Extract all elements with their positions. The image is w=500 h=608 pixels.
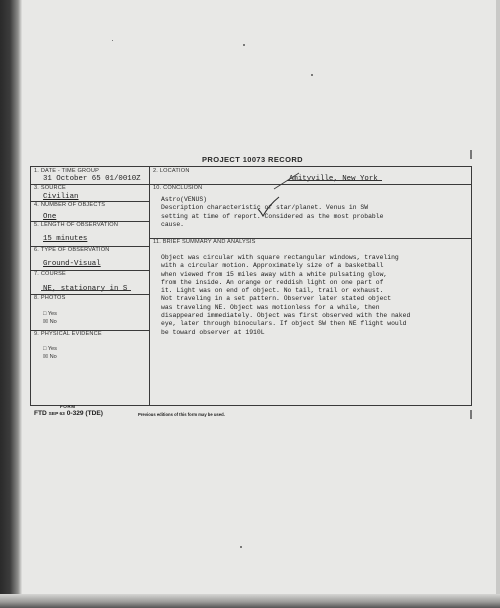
summary-line: was traveling NE. Object was motionless for a while, then: [161, 303, 380, 311]
form-footer: [34, 404, 334, 426]
summary-line: Not traveling in a set pattern. Observer later stated object: [161, 295, 392, 303]
objects-cell: [31, 201, 149, 222]
photos-yes-checkbox: □ Yes: [43, 311, 57, 317]
length-cell: [31, 221, 149, 247]
length-value: 15 minutes: [43, 235, 88, 243]
form-word: FORM: [60, 404, 76, 409]
date-time-value: 31 October 65 01/0010Z: [43, 175, 141, 183]
scan-shadow-bottom: [0, 594, 500, 608]
evidence-cell: [31, 330, 149, 405]
course-cell: [31, 270, 149, 295]
conclusion-label: 10. CONCLUSION: [153, 185, 203, 191]
conclusion-line: setting at time of report. Considered as the most probable: [161, 212, 384, 220]
scan-shadow-left: [0, 0, 22, 608]
type-cell: [31, 246, 149, 271]
dust-speck: [243, 44, 245, 46]
source-label: 3. SOURCE: [34, 185, 66, 191]
dust-speck: [240, 546, 242, 548]
course-label: 7. COURSE: [34, 271, 66, 277]
conclusion-line: Description characteristic of star/planet. Venus in SW: [161, 204, 369, 212]
form-id: FTD: [34, 410, 47, 417]
length-label: 5. LENGTH OF OBSERVATION: [34, 222, 119, 228]
previous-editions-note: Previous editions of this form may be used.: [138, 412, 225, 417]
conclusion-line: cause.: [161, 220, 185, 228]
course-value: NE, stationary in S: [43, 285, 128, 293]
evidence-label: 9. PHYSICAL EVIDENCE: [34, 331, 102, 337]
photos-no-checkbox: ☒ No: [43, 319, 57, 325]
date-time-cell: [31, 167, 149, 185]
form-date: SEP 63: [48, 412, 65, 417]
location-value: Amityville, New York: [289, 175, 378, 183]
left-column: [31, 167, 150, 405]
summary-line: from the inside. An orange or reddish light on one part of: [161, 278, 384, 286]
summary-label: 11. BRIEF SUMMARY AND ANALYSIS: [153, 239, 256, 245]
type-label: 6. TYPE OF OBSERVATION: [34, 247, 110, 253]
summary-line: disappeared immediately. Object was first observed with the naked: [161, 312, 411, 320]
dust-speck: [311, 74, 313, 76]
location-cell: [149, 167, 471, 185]
margin-mark: [470, 410, 472, 419]
type-value: Ground-Visual: [43, 260, 101, 268]
date-time-label: 1. DATE - TIME GROUP: [34, 168, 100, 174]
scan-edge-right: [496, 0, 500, 608]
form-identifier: [34, 410, 103, 417]
source-value: Civilian: [43, 193, 79, 201]
conclusion-cell: [149, 184, 471, 239]
photos-label: 8. PHOTOS: [34, 295, 66, 301]
summary-line: when viewed from 15 miles away with a white pulsating glow,: [161, 270, 388, 278]
summary-line: it. Light was on end of object. No tail, trail or exhaust.: [161, 287, 384, 295]
summary-line: be toward observer at 1910L: [161, 328, 265, 336]
handwritten-check-icon: [256, 196, 280, 218]
source-cell: [31, 184, 149, 202]
summary-line: Object was circular with square rectangular windows, traveling: [161, 254, 399, 261]
conclusion-line: Astro(VENUS): [161, 196, 208, 203]
summary-text: [161, 254, 410, 337]
pen-stroke-icon: [272, 172, 300, 190]
objects-value: One: [43, 213, 57, 221]
evidence-yes-checkbox: □ Yes: [43, 346, 57, 352]
objects-label: 4. NUMBER OF OBJECTS: [34, 202, 106, 208]
margin-mark: [470, 150, 472, 159]
summary-cell: [149, 238, 471, 405]
photos-cell: [31, 294, 149, 331]
location-label: 2. LOCATION: [153, 168, 190, 174]
record-title: PROJECT 10073 RECORD: [202, 155, 303, 164]
record-form: [30, 166, 472, 406]
evidence-no-checkbox: ☒ No: [43, 354, 57, 360]
summary-line: eye, later through binoculars. If object SW then NE flight would: [161, 320, 407, 328]
form-number: 0-329 (TDE): [66, 410, 103, 417]
summary-line: with a circular motion. Approximately size of a basketball: [161, 262, 384, 270]
dust-speck: [112, 40, 113, 41]
